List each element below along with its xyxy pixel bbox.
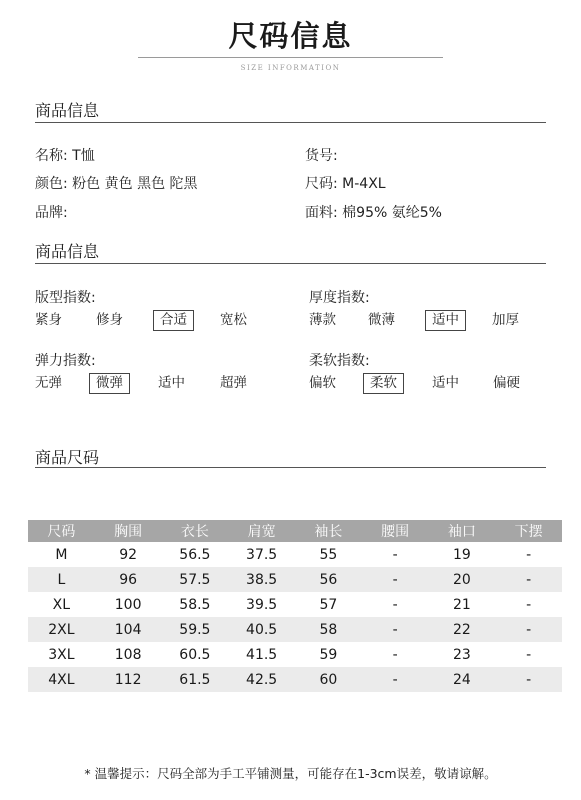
table-cell: M [55, 546, 68, 563]
info-name: 名称: T恤 [35, 148, 95, 164]
table-row [28, 592, 562, 617]
table-cell: 22 [429, 617, 496, 642]
section-heading-product-info: 商品信息 [35, 101, 100, 120]
table-cell: 57.5 [162, 567, 229, 592]
table-cell: - [526, 596, 532, 613]
table-cell: 57 [319, 596, 338, 613]
table-cell: 19 [452, 546, 471, 563]
info-item-number: 货号: [305, 148, 338, 164]
fit-option-selected: 合适 [153, 310, 194, 331]
table-header-cell: 胸围 [95, 520, 162, 542]
measurement-note: * 温馨提示：尺码全部为手工平铺测量，可能存在1-3cm误差，敬请谅解。 [84, 766, 497, 781]
table-cell: - [392, 546, 398, 563]
table-header-cell: 尺码 [28, 520, 95, 542]
table-cell: XL [52, 596, 71, 613]
table-cell: 23 [452, 646, 471, 663]
fit-index-title: 版型指数: [35, 290, 96, 306]
title-divider [138, 57, 443, 58]
section-heading-indices: 商品信息 [35, 242, 100, 261]
table-cell: 56 [295, 567, 362, 592]
info-size-range: 尺码: M-4XL [305, 176, 386, 192]
table-cell: 60.5 [179, 646, 211, 663]
table-cell: 21 [452, 596, 471, 613]
table-cell: 104 [95, 617, 162, 642]
table-header-cell: 腰围 [362, 520, 429, 542]
table-row [28, 667, 562, 692]
table-cell: - [392, 646, 398, 663]
table-cell: 42.5 [228, 667, 295, 692]
elasticity-option: 适中 [158, 375, 185, 391]
table-header-cell: 肩宽 [228, 520, 295, 542]
table-header-cell: 袖口 [429, 520, 496, 542]
table-header-cell: 袖长 [295, 520, 362, 542]
table-cell: 37.5 [246, 546, 278, 563]
table-cell: 59.5 [162, 617, 229, 642]
page-title: 尺码信息 [228, 19, 353, 53]
table-cell: - [362, 567, 429, 592]
table-cell: 24 [429, 667, 496, 692]
table-cell: 3XL [48, 646, 75, 663]
fit-option: 紧身 [35, 312, 62, 328]
info-fabric: 面料: 棉95% 氨纶5% [305, 205, 442, 221]
softness-option: 适中 [432, 375, 459, 391]
table-row [28, 542, 562, 567]
thickness-option: 薄款 [309, 312, 336, 328]
thickness-option: 加厚 [492, 312, 519, 328]
table-row [28, 567, 562, 592]
table-cell: - [392, 596, 398, 613]
section-divider [35, 467, 546, 468]
table-cell: - [362, 617, 429, 642]
size-table [28, 520, 562, 692]
info-brand: 品牌: [35, 205, 68, 221]
table-cell: 61.5 [162, 667, 229, 692]
table-cell: 40.5 [228, 617, 295, 642]
table-header-row [28, 520, 562, 542]
table-cell: 58.5 [179, 596, 211, 613]
table-cell: 100 [114, 596, 142, 613]
table-cell: 92 [119, 546, 138, 563]
thickness-index-title: 厚度指数: [309, 290, 370, 306]
table-cell: L [28, 567, 95, 592]
table-header-cell: 下摆 [495, 520, 562, 542]
softness-option: 偏软 [309, 375, 336, 391]
table-cell: 112 [95, 667, 162, 692]
section-heading-size-chart: 商品尺码 [35, 448, 100, 467]
table-cell: - [526, 546, 532, 563]
table-row [28, 642, 562, 667]
fit-option: 宽松 [220, 312, 247, 328]
elasticity-option-selected: 微弹 [89, 373, 130, 394]
elasticity-index-title: 弹力指数: [35, 353, 96, 369]
table-cell: 59 [319, 646, 338, 663]
table-cell: 60 [295, 667, 362, 692]
info-color: 颜色: 粉色 黄色 黑色 陀黑 [35, 176, 198, 192]
thickness-option: 微薄 [368, 312, 395, 328]
table-cell: 2XL [28, 617, 95, 642]
table-row [28, 617, 562, 642]
elasticity-option: 无弹 [35, 375, 62, 391]
table-cell: 56.5 [179, 546, 211, 563]
softness-option: 偏硬 [493, 375, 520, 391]
table-cell: 41.5 [246, 646, 278, 663]
table-cell: 58 [295, 617, 362, 642]
section-divider [35, 263, 546, 264]
table-cell: 38.5 [228, 567, 295, 592]
table-cell: 20 [429, 567, 496, 592]
table-cell: 108 [114, 646, 142, 663]
table-cell: - [495, 667, 562, 692]
table-cell: - [495, 567, 562, 592]
softness-option-selected: 柔软 [363, 373, 404, 394]
page-subtitle: SIZE INFORMATION [240, 64, 341, 72]
table-cell: - [526, 646, 532, 663]
fit-option: 修身 [96, 312, 123, 328]
section-divider [35, 122, 546, 123]
table-cell: - [495, 617, 562, 642]
table-cell: 96 [95, 567, 162, 592]
table-cell: 55 [319, 546, 338, 563]
table-cell: 4XL [28, 667, 95, 692]
elasticity-option: 超弹 [220, 375, 247, 391]
thickness-option-selected: 适中 [425, 310, 466, 331]
table-cell: 39.5 [246, 596, 278, 613]
table-header-cell: 衣长 [162, 520, 229, 542]
softness-index-title: 柔软指数: [309, 353, 370, 369]
table-cell: - [362, 667, 429, 692]
